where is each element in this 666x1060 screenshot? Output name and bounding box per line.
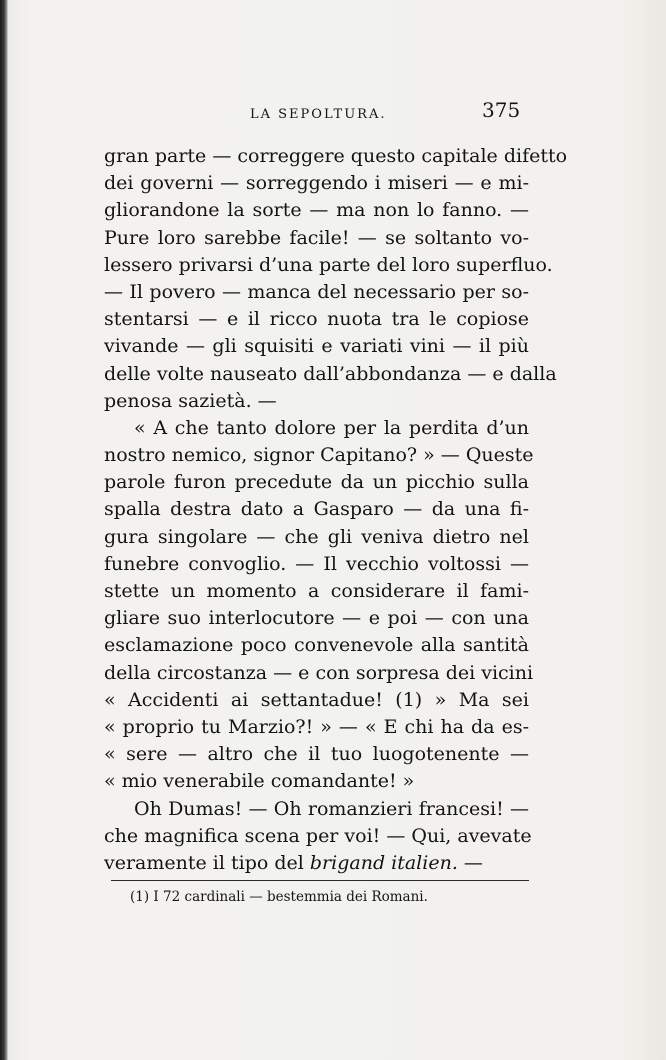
text-line: « proprio tu Marzio?! » — « E chi ha da es- bbox=[104, 715, 529, 738]
text-line: lessero privarsi d’una parte del loro superfluo. bbox=[104, 253, 553, 276]
text-line: « sere — altro che il tuo luogotenente — bbox=[104, 743, 529, 766]
text-line: stentarsi — e il ricco nuota tra le copiose bbox=[104, 308, 529, 331]
running-header-title: LA SEPOLTURA. bbox=[250, 107, 387, 122]
text-line: parole furon precedute da un picchio sulla bbox=[104, 471, 529, 494]
final-line-end: — bbox=[463, 851, 483, 874]
text-line: « A che tanto dolore per la perdita d’un bbox=[134, 416, 529, 439]
body-text bbox=[104, 143, 568, 877]
text-line: stette un momento a considerare il fami- bbox=[104, 580, 529, 602]
text-line: funebre convoglio. — Il vecchio voltossi — bbox=[104, 552, 529, 575]
text-line: dei governi — sorreggendo i miseri — e mi- bbox=[104, 172, 529, 195]
text-line: esclamazione poco convenevole alla santità bbox=[104, 634, 529, 657]
page-number: 375 bbox=[482, 98, 521, 122]
italic-phrase: brigand italien. bbox=[309, 851, 458, 874]
text-line: « Accidenti ai settantadue! (1) » Ma sei bbox=[104, 688, 529, 711]
footnote-divider bbox=[111, 880, 529, 881]
final-line-start: veramente il tipo del bbox=[104, 851, 304, 874]
text-line: Pure loro sarebbe facile! — se soltanto vo- bbox=[104, 226, 529, 249]
text-line: gran parte — correggere questo capitale difetto bbox=[104, 145, 568, 167]
text-line: Oh Dumas! — Oh romanzieri francesi! — bbox=[134, 797, 529, 820]
text-line: gura singolare — che gli veniva dietro nel bbox=[104, 525, 529, 548]
text-line: « mio venerabile comandante! » bbox=[104, 770, 415, 793]
book-spine-edge bbox=[0, 0, 8, 1060]
text-line: spalla destra dato a Gasparo — da una fi- bbox=[104, 498, 529, 521]
text-line: della circostanza — e con sorpresa dei vicini bbox=[104, 661, 534, 684]
text-line: che magnifica scena per voi! — Qui, avevate bbox=[104, 824, 532, 847]
text-line: gliorandone la sorte — ma non lo fanno. — bbox=[104, 199, 529, 222]
text-line: gliare suo interlocutore — e poi — con una bbox=[104, 607, 529, 630]
text-line: penosa sazietà. — bbox=[104, 389, 277, 412]
text-line: vivande — gli squisiti e variati vini — il più bbox=[104, 335, 529, 358]
text-line-final bbox=[104, 850, 529, 877]
text-line: nostro nemico, signor Capitano? » — Queste bbox=[104, 444, 534, 467]
text-line: delle volte nauseato dall’abbondanza — e dalla bbox=[104, 362, 557, 385]
footnote: (1) I 72 cardinali — bestemmia dei Romani. bbox=[130, 889, 428, 905]
text-line: — Il povero — manca del necessario per so- bbox=[104, 280, 529, 303]
